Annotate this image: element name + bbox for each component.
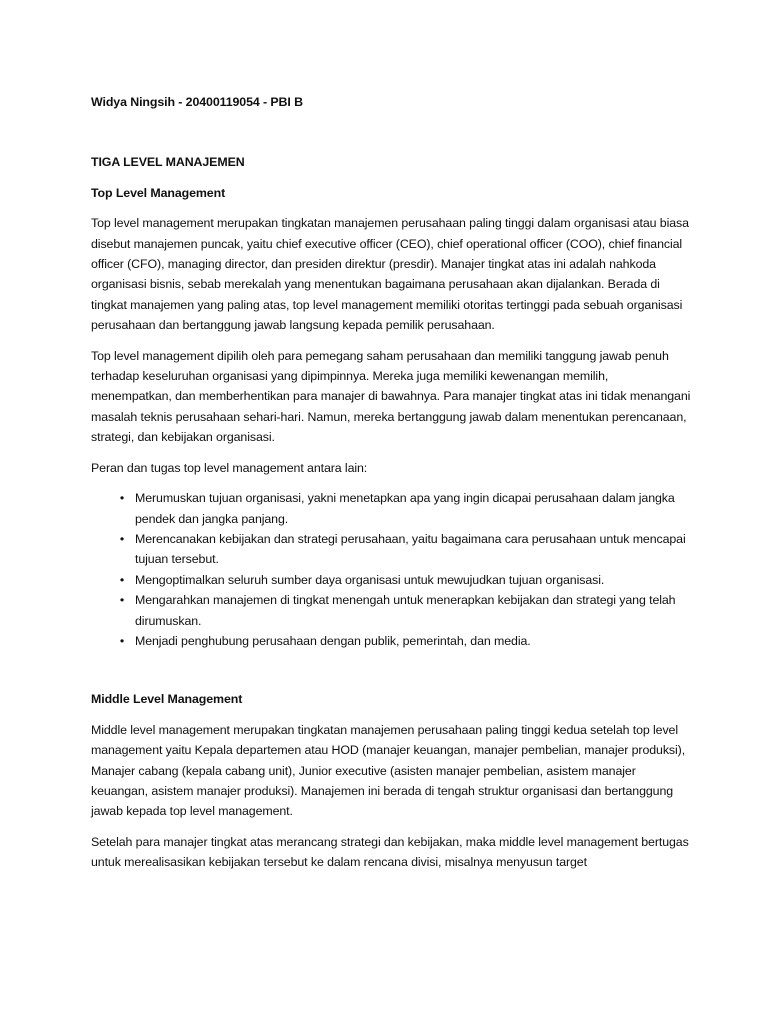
author-header: Widya Ningsih - 20400119054 - PBI B <box>91 95 303 109</box>
list-item <box>91 529 691 570</box>
list-item-text: Mengarahkan manajemen di tingkat menengah untuk menerapkan kebijakan dan strategi yang telah dirumuskan. <box>135 593 676 628</box>
paragraph: Middle level management merupakan tingkatan manajemen perusahaan paling tinggi kedua setelah top level management yaitu Kepala departemen atau HOD (manajer keuangan, manajer pembelian, manajer produksi), Manajer cabang (kepala cabang unit), Junior executive (asisten manajer pembelian, asistem manajer keuangan, asistem manajer produksi). Manajemen ini berada di tengah struktur organisasi dan bertanggung jawab kepada top level management. <box>91 722 686 819</box>
paragraph: Top level management dipilih oleh para pemegang saham perusahaan dan memiliki tanggung jawab penuh terhadap keseluruhan organisasi yang dipimpinnya. Mereka juga memiliki kewenangan memilih, menempatkan, dan memberhentikan para manajer di bawahnya. Para manajer tingkat atas ini tidak menangani masalah teknis perusahaan sehari-hari. Namun, mereka bertanggung jawab dalam menentukan perencanaan, strategi, dan kebijakan organisasi. <box>91 348 691 445</box>
list-item <box>91 590 691 631</box>
paragraph: Top level management merupakan tingkatan manajemen perusahaan paling tinggi dalam organisasi atau biasa disebut manajemen puncak, yaitu chief executive officer (CEO), chief operational officer (COO), chief financial officer (CFO), managing director, dan presiden direktur (presdir). Manajer tingkat atas ini adalah nahkoda organisasi bisnis, sebab merekalah yang menentukan bagaimana perusahaan akan dijalankan. Berada di tingkat manajemen yang paling atas, top level management memiliki otoritas tertinggi pada sebuah organisasi perusahaan dan bertanggung jawab langsung kepada pemilik perusahaan. <box>91 216 689 333</box>
bullet-icon: • <box>119 491 125 506</box>
document-title: TIGA LEVEL MANAJEMEN <box>91 155 245 170</box>
section-heading-middle-level: Middle Level Management <box>91 692 243 707</box>
bullet-list <box>91 488 691 651</box>
list-item <box>91 488 691 529</box>
bullet-icon: • <box>119 572 125 587</box>
list-item-text: Menjadi penghubung perusahaan dengan publik, pemerintah, dan media. <box>135 633 531 648</box>
paragraph: Peran dan tugas top level management antara lain: <box>91 460 368 475</box>
list-item-text: Merencanakan kebijakan dan strategi perusahaan, yaitu bagaimana cara perusahaan untuk mencapai tujuan tersebut. <box>135 531 686 567</box>
bullet-icon: • <box>119 593 125 608</box>
bullet-icon: • <box>119 633 125 648</box>
list-item <box>91 631 691 651</box>
section-heading-top-level: Top Level Management <box>91 185 226 200</box>
list-item-text: Merumuskan tujuan organisasi, yakni menetapkan apa yang ingin dicapai perusahaan dalam jangka pendek dan jangka panjang. <box>135 491 675 526</box>
document-body <box>91 92 691 873</box>
list-item <box>91 570 691 590</box>
paragraph: Setelah para manajer tingkat atas merancang strategi dan kebijakan, maka middle level management bertugas untuk merealisasikan kebijakan tersebut ke dalam rencana divisi, misalnya menyusun target <box>91 834 689 870</box>
bullet-icon: • <box>119 531 125 546</box>
list-item-text: Mengoptimalkan seluruh sumber daya organisasi untuk mewujudkan tujuan organisasi. <box>135 572 605 587</box>
